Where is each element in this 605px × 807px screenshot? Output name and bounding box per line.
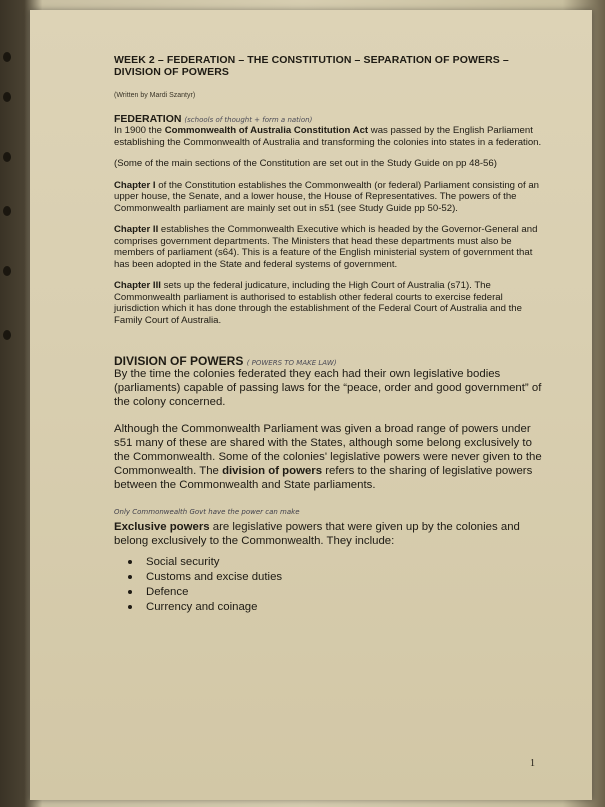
list-item xyxy=(128,600,544,615)
chapter-1-label: Chapter I xyxy=(114,179,156,191)
chapter-3-label: Chapter III xyxy=(114,280,161,291)
punch-hole xyxy=(3,330,11,340)
list-item-text: Defence xyxy=(146,585,189,598)
bullet-icon xyxy=(128,590,132,594)
handwritten-note: ( POWERS TO MAKE LAW) xyxy=(246,359,337,367)
act-name: Commonwealth of Australia Constitution Act xyxy=(164,125,369,136)
division-paragraph-2 xyxy=(114,423,544,492)
list-item xyxy=(128,570,544,585)
bullet-icon xyxy=(128,560,132,564)
text: In 1900 the xyxy=(114,125,165,136)
division-of-powers-term: division of powers xyxy=(222,464,323,477)
list-item-text: Customs and excise duties xyxy=(146,570,283,583)
byline: (Written by Mardi Szantyr) xyxy=(114,92,196,99)
page-content xyxy=(114,54,544,615)
federation-heading xyxy=(114,113,544,125)
federation-paragraph-2: (Some of the main sections of the Constitution are set out in the Study Guide on pp 48-56) xyxy=(114,158,497,169)
punch-hole xyxy=(3,92,11,102)
punch-hole xyxy=(3,266,11,276)
text: was passed by the English Parliament establishing the Commonwealth of Australia and transforming the colonies into states in a federation. xyxy=(114,125,542,148)
handwritten-note: Only Commonwealth Govt have the power can make xyxy=(114,508,300,517)
text: refers to the sharing of legislative powers between the Commonwealth and State parliaments. xyxy=(114,464,533,491)
list-item-text: Currency and coinage xyxy=(146,600,258,613)
exclusive-powers-term: Exclusive powers xyxy=(114,521,210,534)
list-item xyxy=(128,555,544,570)
division-heading-text: DIVISION OF POWERS xyxy=(114,354,244,368)
chapter-1-paragraph xyxy=(114,180,544,215)
text: of the Constitution establishes the Commonwealth (or federal) Parliament consisting of an upper house, the Senate, and a lower house, the House of Representatives. The powers of the Commonwealth parliament are mainly set out in s51 (see Study Guide pp 50-52). xyxy=(114,179,540,214)
list-item-text: Social security xyxy=(146,555,220,568)
chapter-2-label: Chapter II xyxy=(114,224,159,235)
page-number: 1 xyxy=(530,758,535,769)
bullet-icon xyxy=(128,605,132,609)
list-item xyxy=(128,585,544,600)
exclusive-powers-list xyxy=(128,555,544,615)
bullet-icon xyxy=(128,575,132,579)
page-title: WEEK 2 – FEDERATION – THE CONSTITUTION – SEPARATION OF POWERS – DIVISION OF POWERS xyxy=(114,54,509,78)
chapter-3-paragraph xyxy=(114,280,544,326)
document-page xyxy=(30,10,592,800)
punch-hole xyxy=(3,206,11,216)
text: sets up the federal judicature, including the High Court of Australia (s71). The Commonwealth parliament is authorised to establish other federal courts to exercise federal jurisdiction which it has done through the establishment of the Federal Court of Australia and the Family Court of Australia. xyxy=(114,280,522,326)
federation-heading-text: FEDERATION xyxy=(114,113,182,125)
punch-hole xyxy=(3,52,11,62)
handwritten-note: (schools of thought + form a nation) xyxy=(184,116,313,124)
text: Although the Commonwealth Parliament was given a broad range of powers under s51 many of these are shared with the States, although some belong exclusively to the Commonwealth. Some of the colonies' legislative powers were never given to the Commonwealth. The xyxy=(114,423,542,477)
punch-hole-strip xyxy=(0,0,28,807)
text: are legislative powers that were given up by the colonies and belong exclusively to the Commonwealth. They include: xyxy=(114,521,520,547)
exclusive-powers-paragraph xyxy=(114,506,544,548)
text: establishes the Commonwealth Executive which is headed by the Governor-General and comprises government departments. The Ministers that head these departments must also be members of parliament (s64). This is a feature of the English ministerial system of government that has been adopted in the State and federal systems of government. xyxy=(114,224,538,270)
division-paragraph-1: By the time the colonies federated they each had their own legislative bodies (parliaments) capable of passing laws for the “peace, order and good government” of the colony concerned. xyxy=(114,368,542,408)
punch-hole xyxy=(3,152,11,162)
chapter-2-paragraph xyxy=(114,224,544,270)
division-heading xyxy=(114,354,544,368)
federation-paragraph-1 xyxy=(114,125,544,148)
